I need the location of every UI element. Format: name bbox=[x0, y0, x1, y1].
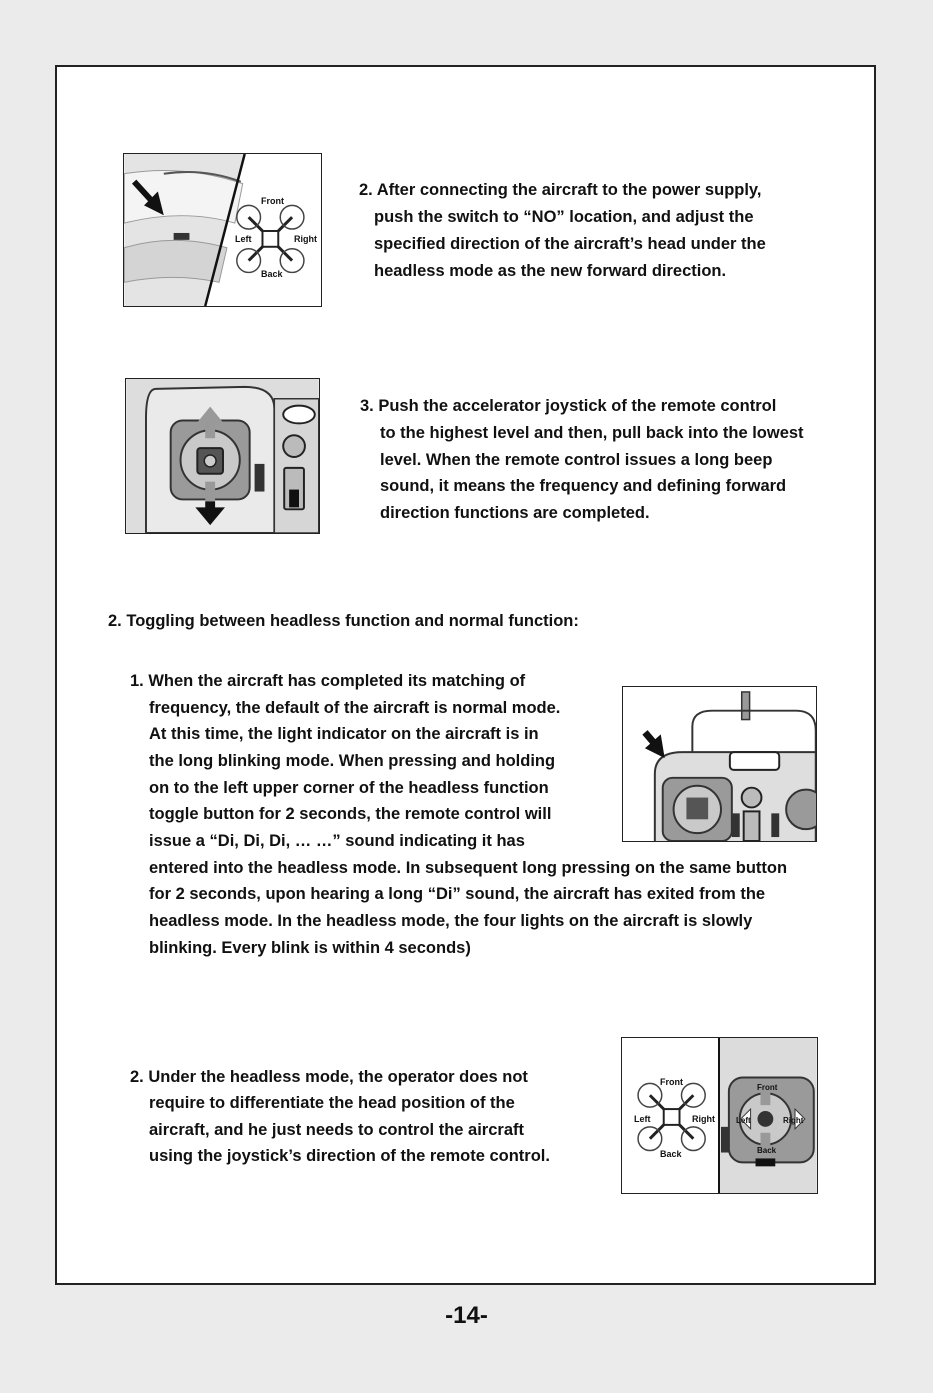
joystick-label-left: Left bbox=[736, 1116, 751, 1125]
page-number: -14- bbox=[445, 1302, 488, 1329]
diagram-label-back: Back bbox=[660, 1149, 682, 1159]
diagram-label-right: Right bbox=[294, 234, 317, 244]
joystick-label-right: Right bbox=[783, 1116, 804, 1125]
figure-joystick bbox=[125, 378, 320, 534]
diagram-label-left: Left bbox=[634, 1114, 651, 1124]
section-heading: 2. Toggling between headless function and normal function: bbox=[108, 612, 579, 630]
figure-aircraft-switch bbox=[123, 153, 322, 307]
figure-remote-control bbox=[622, 686, 817, 842]
joystick-label-front: Front bbox=[757, 1083, 778, 1092]
diagram-label-front: Front bbox=[660, 1077, 683, 1087]
diagram-label-back: Back bbox=[261, 269, 283, 279]
arrow-icon bbox=[645, 732, 665, 758]
diagram-label-front: Front bbox=[261, 196, 284, 206]
diagram-label-right: Right bbox=[692, 1114, 715, 1124]
diagram-label-left: Left bbox=[235, 234, 252, 244]
joystick-label-back: Back bbox=[757, 1146, 777, 1155]
